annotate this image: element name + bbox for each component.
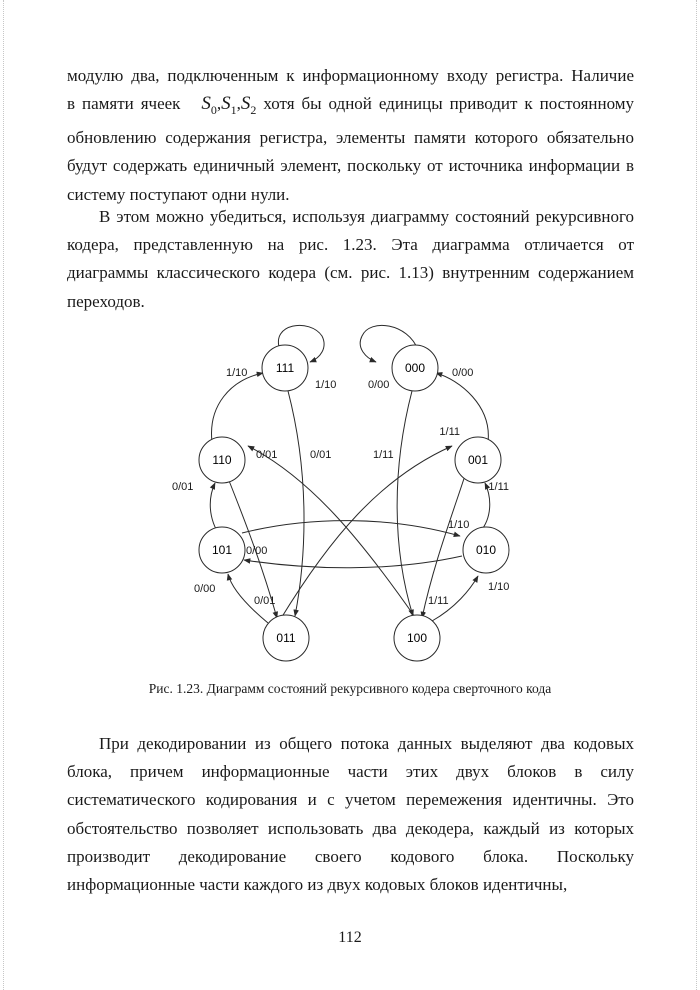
svg-text:010: 010 — [475, 543, 497, 557]
transition-110-111 — [212, 373, 263, 442]
label-010-101: 0/00 — [246, 545, 268, 557]
figure-caption: Рис. 1.23. Диаграмм состояний рекурсивного кодера сверточного кода — [148, 681, 552, 696]
state-100 — [394, 615, 440, 661]
paragraph-1 — [67, 62, 634, 209]
svg-text:111: 111 — [275, 361, 295, 375]
label-111-011: 0/01 — [310, 449, 332, 461]
state-010 — [463, 527, 509, 573]
state-101 — [199, 527, 245, 573]
transition-101-010 — [242, 521, 460, 536]
var-s2: $S_2$ — [240, 93, 257, 117]
state-nodes — [199, 345, 509, 661]
paragraph-1-line-1: модулю два, подключенным к информационному входу регистра. Наличие — [67, 66, 634, 85]
state-001 — [455, 437, 501, 483]
paragraph-1-text-a: в памяти ячеек — [67, 94, 181, 114]
label-000-100: 1/11 — [373, 449, 394, 461]
label-100-110: 0/01 — [256, 449, 278, 461]
transition-100-110 — [248, 446, 417, 620]
paragraph-1-rest: в памяти ячеек $S_0,S_1,S_2$ хотя бы одной единицы приводит к постоянному обновлению содержания регистра, элементы памяти которого обязательно будут содержать единичный элемент, поскольку от источника информации в систему поступают одни нули. — [67, 93, 635, 204]
label-101-010: 1/10 — [448, 519, 470, 531]
label-100-010: 1/10 — [488, 581, 510, 593]
transition-111-011 — [288, 391, 304, 616]
state-111 — [262, 345, 308, 391]
var-s0: $S_0$ — [201, 93, 217, 117]
label-001-000: 0/00 — [452, 367, 474, 379]
transition-011-001 — [280, 446, 452, 620]
state-000 — [392, 345, 438, 391]
page-left-edge-dots — [3, 0, 4, 990]
paragraph-1-text-b: хотя бы одной единицы приводит к постоянному обновлению содержания регистра, элементы памяти которого обязательно будут содержать единичный элемент, поскольку от источника информации в систему поступают одни нули. — [67, 94, 635, 204]
label-110-111: 1/10 — [226, 367, 248, 379]
svg-text:011: 011 — [276, 631, 296, 645]
svg-text:100: 100 — [406, 631, 428, 645]
page-number: 112 — [338, 929, 362, 946]
paragraph-2: В этом можно убедиться, используя диаграмму состояний рекурсивного кодера, представленную на рис. 1.23. Эта диаграмма отличается от диаграммы классического кодера (см. рис. 1.13) внутренним содержанием переходов. — [67, 207, 634, 311]
label-011-101: 0/00 — [194, 583, 216, 595]
label-001-100: 1/11 — [428, 595, 449, 607]
svg-text:101: 101 — [211, 543, 233, 557]
state-011 — [263, 615, 309, 661]
label-101-110: 0/01 — [172, 481, 194, 493]
state-diagram — [160, 318, 520, 680]
svg-text:110: 110 — [212, 453, 232, 467]
page-right-edge-dots — [696, 0, 697, 990]
label-110-011: 0/01 — [254, 595, 276, 607]
label-111-111: 1/10 — [315, 379, 337, 391]
transition-000-100 — [397, 391, 413, 616]
svg-text:000: 000 — [404, 361, 426, 375]
var-s1: $S_1$ — [221, 93, 237, 117]
transition-010-101 — [244, 556, 462, 568]
label-000-000: 0/00 — [368, 379, 390, 391]
label-010-001: 1/11 — [488, 481, 509, 493]
paragraph-3: При декодировании из общего потока данных выделяют два кодовых блока, причем информационные части этих двух блоков в силу систематического кодирования и с учетом перемежения идентичны. Это обстоятельство позволяет использовать два декодера, каждый из которых производит декодирование своего кодового блока. Поскольку информационные части каждого из двух кодовых блоков идентичны, — [67, 734, 634, 895]
label-011-001: 1/11 — [439, 426, 460, 438]
state-110 — [199, 437, 245, 483]
svg-text:001: 001 — [467, 453, 489, 467]
transition-arrows — [210, 325, 489, 623]
